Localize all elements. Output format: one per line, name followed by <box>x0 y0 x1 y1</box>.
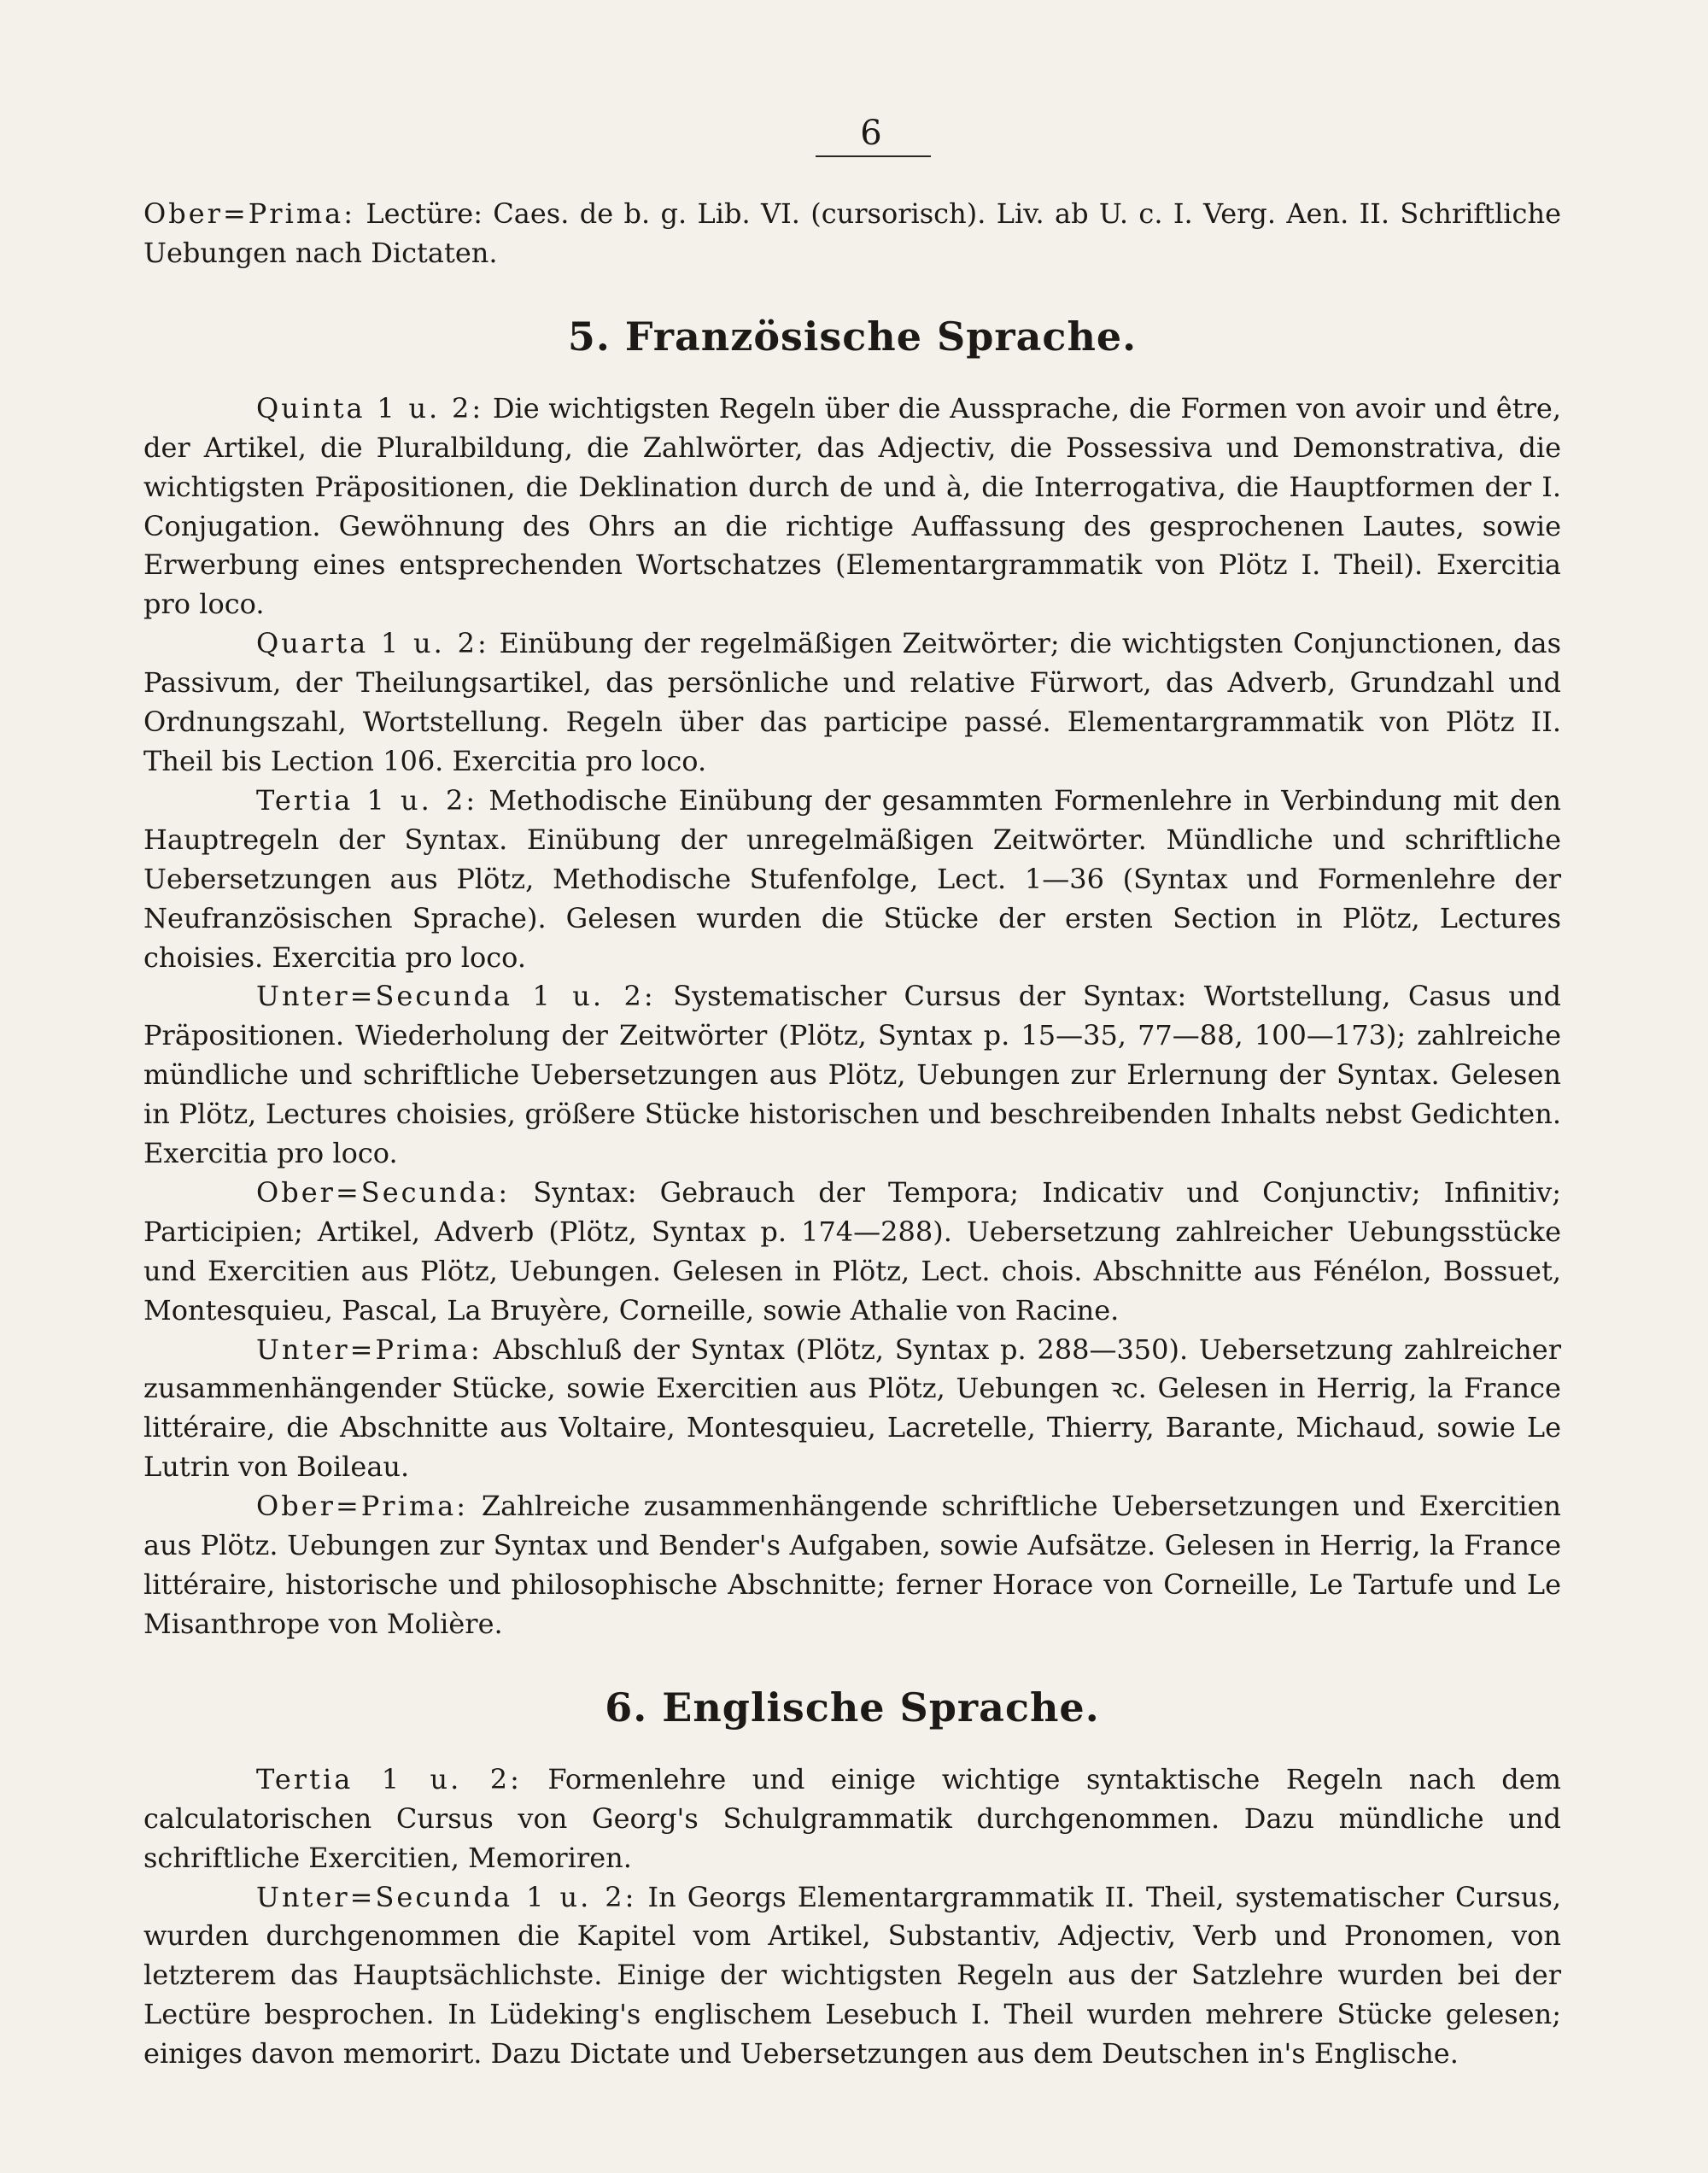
paragraph-label: Unter=Secunda 1 u. 2: <box>256 980 656 1013</box>
paragraph-label: Ober=Secunda: <box>256 1175 511 1209</box>
paragraph-ober-prima <box>143 1487 1561 1644</box>
paragraph-tertia <box>143 782 1561 978</box>
paragraph-unter-prima <box>143 1331 1561 1488</box>
paragraph-text: Abschluß der Syntax (Plötz, Syntax p. 288—350). Uebersetzung zahlreicher zusammenhängender Stücke, sowie Exercitien aus Plötz, Uebungen ꝛc. Gelesen in Herrig, la France littéraire, die Abschnitte aus Voltaire, Montesquieu, Lacretelle, Thierry, Barante, Michaud, sowie Le Lutrin von Boileau. <box>143 1332 1562 1484</box>
paragraph-quarta <box>143 624 1561 782</box>
paragraph-quinta <box>143 390 1561 624</box>
paragraph-unter-secunda <box>143 977 1561 1174</box>
section-heading-english: 6. Englische Sprache. <box>605 1684 1100 1731</box>
paragraph-english-unter-secunda <box>143 1878 1561 2075</box>
paragraph-text: Systematischer Cursus der Syntax: Wortstellung, Casus und Präpositionen. Wiederholung der Zeitwörter (Plötz, Syntax p. 15—35, 77—88, 100—173); zahlreiche mündliche und schriftliche Uebersetzungen aus Plötz, Uebungen zur Erlernung der Syntax. Gelesen in Plötz, Lectures choisies, größere Stücke historischen und beschreibenden Inhalts nebst Gedichten. Exercitia pro loco. <box>143 980 1562 1170</box>
paragraph-label: Tertia 1 u. 2: <box>256 783 478 817</box>
page-number-rule <box>816 155 931 157</box>
paragraph-label: Ober=Prima: <box>256 1490 469 1523</box>
paragraph-english-tertia <box>143 1760 1561 1878</box>
paragraph-label: Quarta 1 u. 2: <box>256 627 489 660</box>
paragraph-text: Die wichtigsten Regeln über die Aussprache, die Formen von avoir und être, der Artikel, die Pluralbildung, die Zahlwörter, das Adjectiv, die Possessiva und Demonstrativa, die wichtigsten Präpositionen, die Deklination durch de und à, die Interrogativa, die Hauptformen der I. Conjugation. Gewöhnung des Ohrs an die richtige Auffassung des gesprochenen Lautes, sowie Erwerbung eines entsprechenden Wortschatzes (Elementargrammatik von Plötz I. Theil). Exercitia pro loco. <box>143 391 1562 621</box>
page-content <box>143 195 1561 2074</box>
paragraph-label: Ober=Prima: <box>143 197 356 230</box>
paragraph-label: Quinta 1 u. 2: <box>256 391 484 425</box>
paragraph-text: Lectüre: Caes. de b. g. Lib. VI. (cursorisch). Liv. ab U. c. I. Verg. Aen. II. Schriftliche Uebungen nach Dictaten. <box>143 197 1562 269</box>
paragraph-text: Syntax: Gebrauch der Tempora; Indicativ und Conjunctiv; Infinitiv; Participien; Artikel, Adverb (Plötz, Syntax p. 174—288). Uebersetzung zahlreicher Uebungsstücke und Exercitien aus Plötz, Uebungen. Gelesen in Plötz, Lect. chois. Abschnitte aus Fénélon, Bossuet, Montesquieu, Pascal, La Bruyère, Corneille, sowie Athalie von Racine. <box>143 1175 1562 1327</box>
paragraph-text: Formenlehre und einige wichtige syntaktische Regeln nach dem calculatorischen Cursus von Georg's Schulgrammatik durchgenommen. Dazu mündliche und schriftliche Exercitien, Memoriren. <box>143 1762 1562 1874</box>
section-heading-french: 5. Französische Sprache. <box>567 313 1138 360</box>
intro-paragraph <box>143 195 1561 273</box>
paragraph-text: In Georgs Elementargrammatik II. Theil, systematischer Cursus, wurden durchgenommen die Kapitel vom Artikel, Substantiv, Adjectiv, Verb und Pronomen, von letzterem das Hauptsächlichste. Einige der wichtigsten Regeln aus der Satzlehre wurden bei der Lectüre besprochen. In Lüdeking's englischem Lesebuch I. Theil wurden mehrere Stücke gelesen; einiges davon memorirt. Dazu Dictate und Uebersetzungen aus dem Deutschen in's Englische. <box>143 1880 1562 2070</box>
paragraph-label: Unter=Prima: <box>256 1332 483 1366</box>
paragraph-label: Tertia 1 u. 2: <box>256 1762 522 1795</box>
paragraph-label: Unter=Secunda 1 u. 2: <box>256 1880 637 1913</box>
paragraph-text: Zahlreiche zusammenhängende schriftliche Uebersetzungen und Exercitien aus Plötz. Uebungen zur Syntax und Bender's Aufgaben, sowie Aufsätze. Gelesen in Herrig, la France littéraire, historische und philosophische Abschnitte; ferner Horace von Corneille, Le Tartufe und Le Misanthrope von Molière. <box>143 1490 1562 1640</box>
paragraph-text: Methodische Einübung der gesammten Formenlehre in Verbindung mit den Hauptregeln der Syntax. Einübung der unregelmäßigen Zeitwörter. Mündliche und schriftliche Uebersetzungen aus Plötz, Methodische Stufenfolge, Lect. 1—36 (Syntax und Formenlehre der Neufranzösischen Sprache). Gelesen wurden die Stücke der ersten Section in Plötz, Lectures choisies. Exercitia pro loco. <box>143 783 1562 974</box>
paragraph-text: Einübung der regelmäßigen Zeitwörter; die wichtigsten Conjunctionen, das Passivum, der Theilungsartikel, das persönliche und relative Fürwort, das Adverb, Grundzahl und Ordnungszahl, Wortstellung. Regeln über das participe passé. Elementargrammatik von Plötz II. Theil bis Lection 106. Exercitia pro loco. <box>143 627 1562 777</box>
paragraph-ober-secunda <box>143 1174 1561 1331</box>
page-number: 6 <box>860 114 882 153</box>
